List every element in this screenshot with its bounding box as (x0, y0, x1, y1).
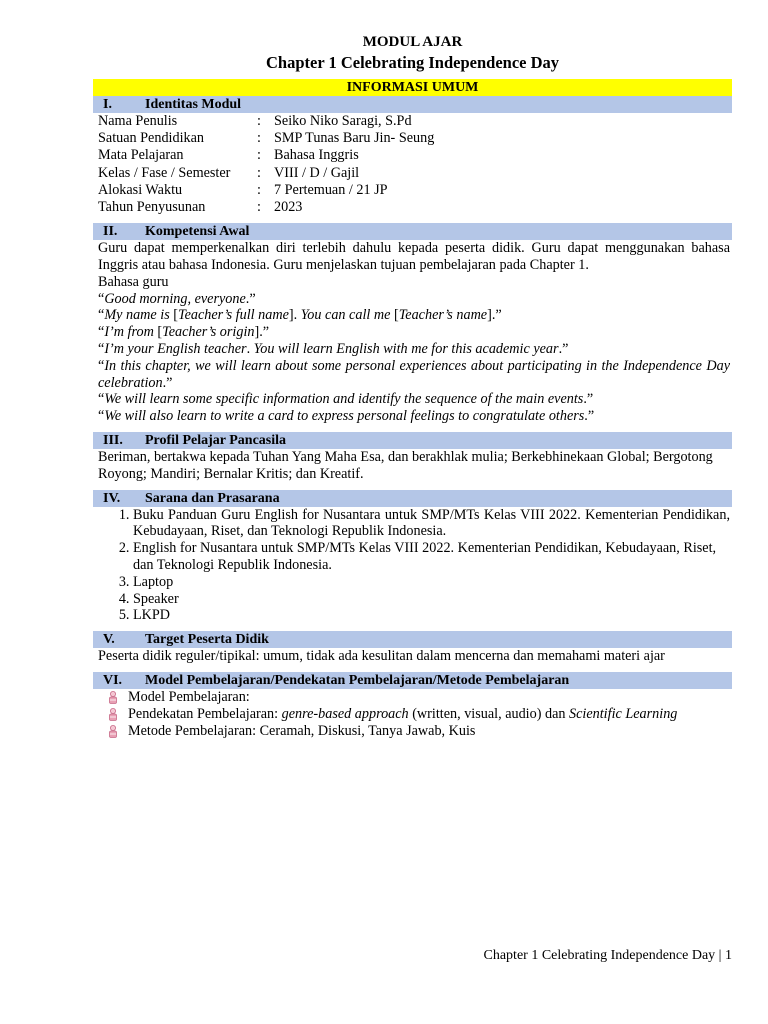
identitas-row (93, 165, 434, 182)
identitas-sep: : (257, 113, 261, 129)
list-item (106, 689, 730, 706)
profil-text: Beriman, bertakwa kepada Tuhan Yang Maha Esa, dan berakhlak mulia; Berkebhinekaan Global; Bergotong Royong; Mandiri; Bernalar Kritis; dan Kreatif. (98, 448, 713, 482)
section-title: Kompetensi Awal (145, 224, 250, 240)
pink-figure-bullet-icon (108, 725, 118, 738)
list-item: Pendekatan Pembelajaran: genre-based approach (written, visual, audio) dan Scientific Learning (106, 706, 730, 723)
list-item: 1. Buku Panduan Guru English for Nusantara untuk SMP/MTs Kelas VIII 2022. Kementerian Pendidikan, Kebudayaan, Riset, dan Teknologi Republik Indonesia. (133, 507, 730, 541)
teacher-line: “I’m from [Teacher’s origin].” (98, 324, 270, 341)
list-item: 5. LKPD (133, 607, 730, 624)
identitas-row (93, 182, 434, 199)
identitas-value: Seiko Niko Saragi, S.Pd (274, 113, 412, 129)
teacher-line: “My name is [Teacher’s full name]. You can call me [Teacher’s name].” (98, 307, 502, 324)
model-list (93, 689, 730, 739)
teacher-line: “In this chapter, we will learn about some personal experiences about participating in the Independence Day celebration.” (98, 357, 730, 391)
model-item-text: Metode Pembelajaran: Ceramah, Diskusi, Tanya Jawab, Kuis (128, 722, 476, 739)
identitas-value: VIII / D / Gajil (274, 164, 360, 181)
identitas-row (93, 130, 434, 147)
kompetensi-body (93, 240, 732, 425)
identitas-value: 2023 (274, 199, 303, 216)
identitas-value: SMP Tunas Baru Jin- Seung (274, 130, 435, 147)
section-header-identitas (93, 96, 732, 113)
kompetensi-intro: Guru dapat memperkenalkan diri terlebih dahulu kepada peserta didik. Guru dapat menggunakan bahasa Inggris atau bahasa Indonesia. Guru menjelaskan tujuan pembelajaran pada Chapter 1. (98, 240, 730, 274)
bahasa-guru-label: Bahasa guru (98, 273, 169, 290)
list-item: 2. English for Nusantara untuk SMP/MTs Kelas VIII 2022. Kementerian Pendidikan, Kebudayaan, Riset, dan Teknologi Republik Indonesia. (133, 540, 730, 574)
pink-figure-bullet-icon (108, 708, 118, 721)
info-banner: INFORMASI UMUM (93, 79, 732, 96)
identitas-row (93, 199, 434, 216)
identitas-value: 7 Pertemuan / 21 JP (274, 181, 388, 198)
identitas-sep: : (257, 130, 261, 147)
section-number: IV. (103, 490, 121, 506)
section-title: Target Peserta Didik (145, 632, 269, 648)
identitas-table (93, 113, 434, 216)
model-body (93, 689, 732, 739)
section-header-kompetensi (93, 223, 732, 240)
section-title: Identitas Modul (145, 97, 242, 112)
teacher-line: “We will learn some specific information and identify the sequence of the main events.” (98, 391, 594, 408)
identitas-value: Bahasa Inggris (274, 147, 359, 164)
identitas-key: Mata Pelajaran (98, 147, 184, 164)
section-header-sarana (93, 490, 732, 507)
section-number: V. (103, 632, 115, 648)
sarana-list (98, 507, 730, 625)
target-text: Peserta didik reguler/tipikal: umum, tidak ada kesulitan dalam mencerna dan memahami materi ajar (98, 648, 665, 665)
identitas-sep: : (257, 181, 261, 198)
identitas-sep: : (257, 147, 261, 164)
model-item-text: Model Pembelajaran: (128, 688, 250, 705)
document-title: MODUL AJAR (362, 34, 463, 50)
list-item (106, 723, 730, 740)
pink-figure-bullet-icon (108, 691, 118, 704)
identitas-key: Nama Penulis (98, 113, 178, 129)
teacher-line: “I’m your English teacher. You will learn English with me for this academic year.” (98, 341, 569, 357)
identitas-row (93, 113, 434, 130)
document-page (93, 32, 732, 739)
section-title: Model Pembelajaran/Pendekatan Pembelajaran/Metode Pembelajaran (145, 672, 570, 688)
document-subtitle: Chapter 1 Celebrating Independence Day (265, 53, 560, 72)
section-header-target (93, 631, 732, 648)
identitas-key: Kelas / Fase / Semester (98, 164, 231, 181)
identitas-key: Satuan Pendidikan (98, 130, 204, 147)
identitas-sep: : (257, 164, 261, 181)
identitas-key: Alokasi Waktu (98, 181, 183, 198)
section-title: Sarana dan Prasarana (145, 490, 280, 506)
list-item: 4. Speaker (133, 591, 730, 608)
section-number: III. (103, 432, 123, 448)
page-footer: Chapter 1 Celebrating Independence Day | 1 (483, 948, 732, 963)
section-header-profil (93, 432, 732, 449)
section-title: Profil Pelajar Pancasila (145, 432, 287, 448)
section-number: I. (103, 97, 112, 112)
section-number: VI. (103, 672, 123, 688)
section-header-model (93, 672, 732, 689)
identitas-key: Tahun Penyusunan (98, 199, 206, 216)
identitas-row (93, 147, 434, 164)
section-number: II. (103, 224, 118, 240)
teacher-line: “Good morning, everyone.” (98, 290, 256, 307)
teacher-line: “We will also learn to write a card to express personal feelings to congratulate others.” (98, 408, 595, 425)
identitas-sep: : (257, 199, 261, 216)
list-item: 3. Laptop (133, 574, 730, 591)
sarana-body (93, 507, 732, 625)
